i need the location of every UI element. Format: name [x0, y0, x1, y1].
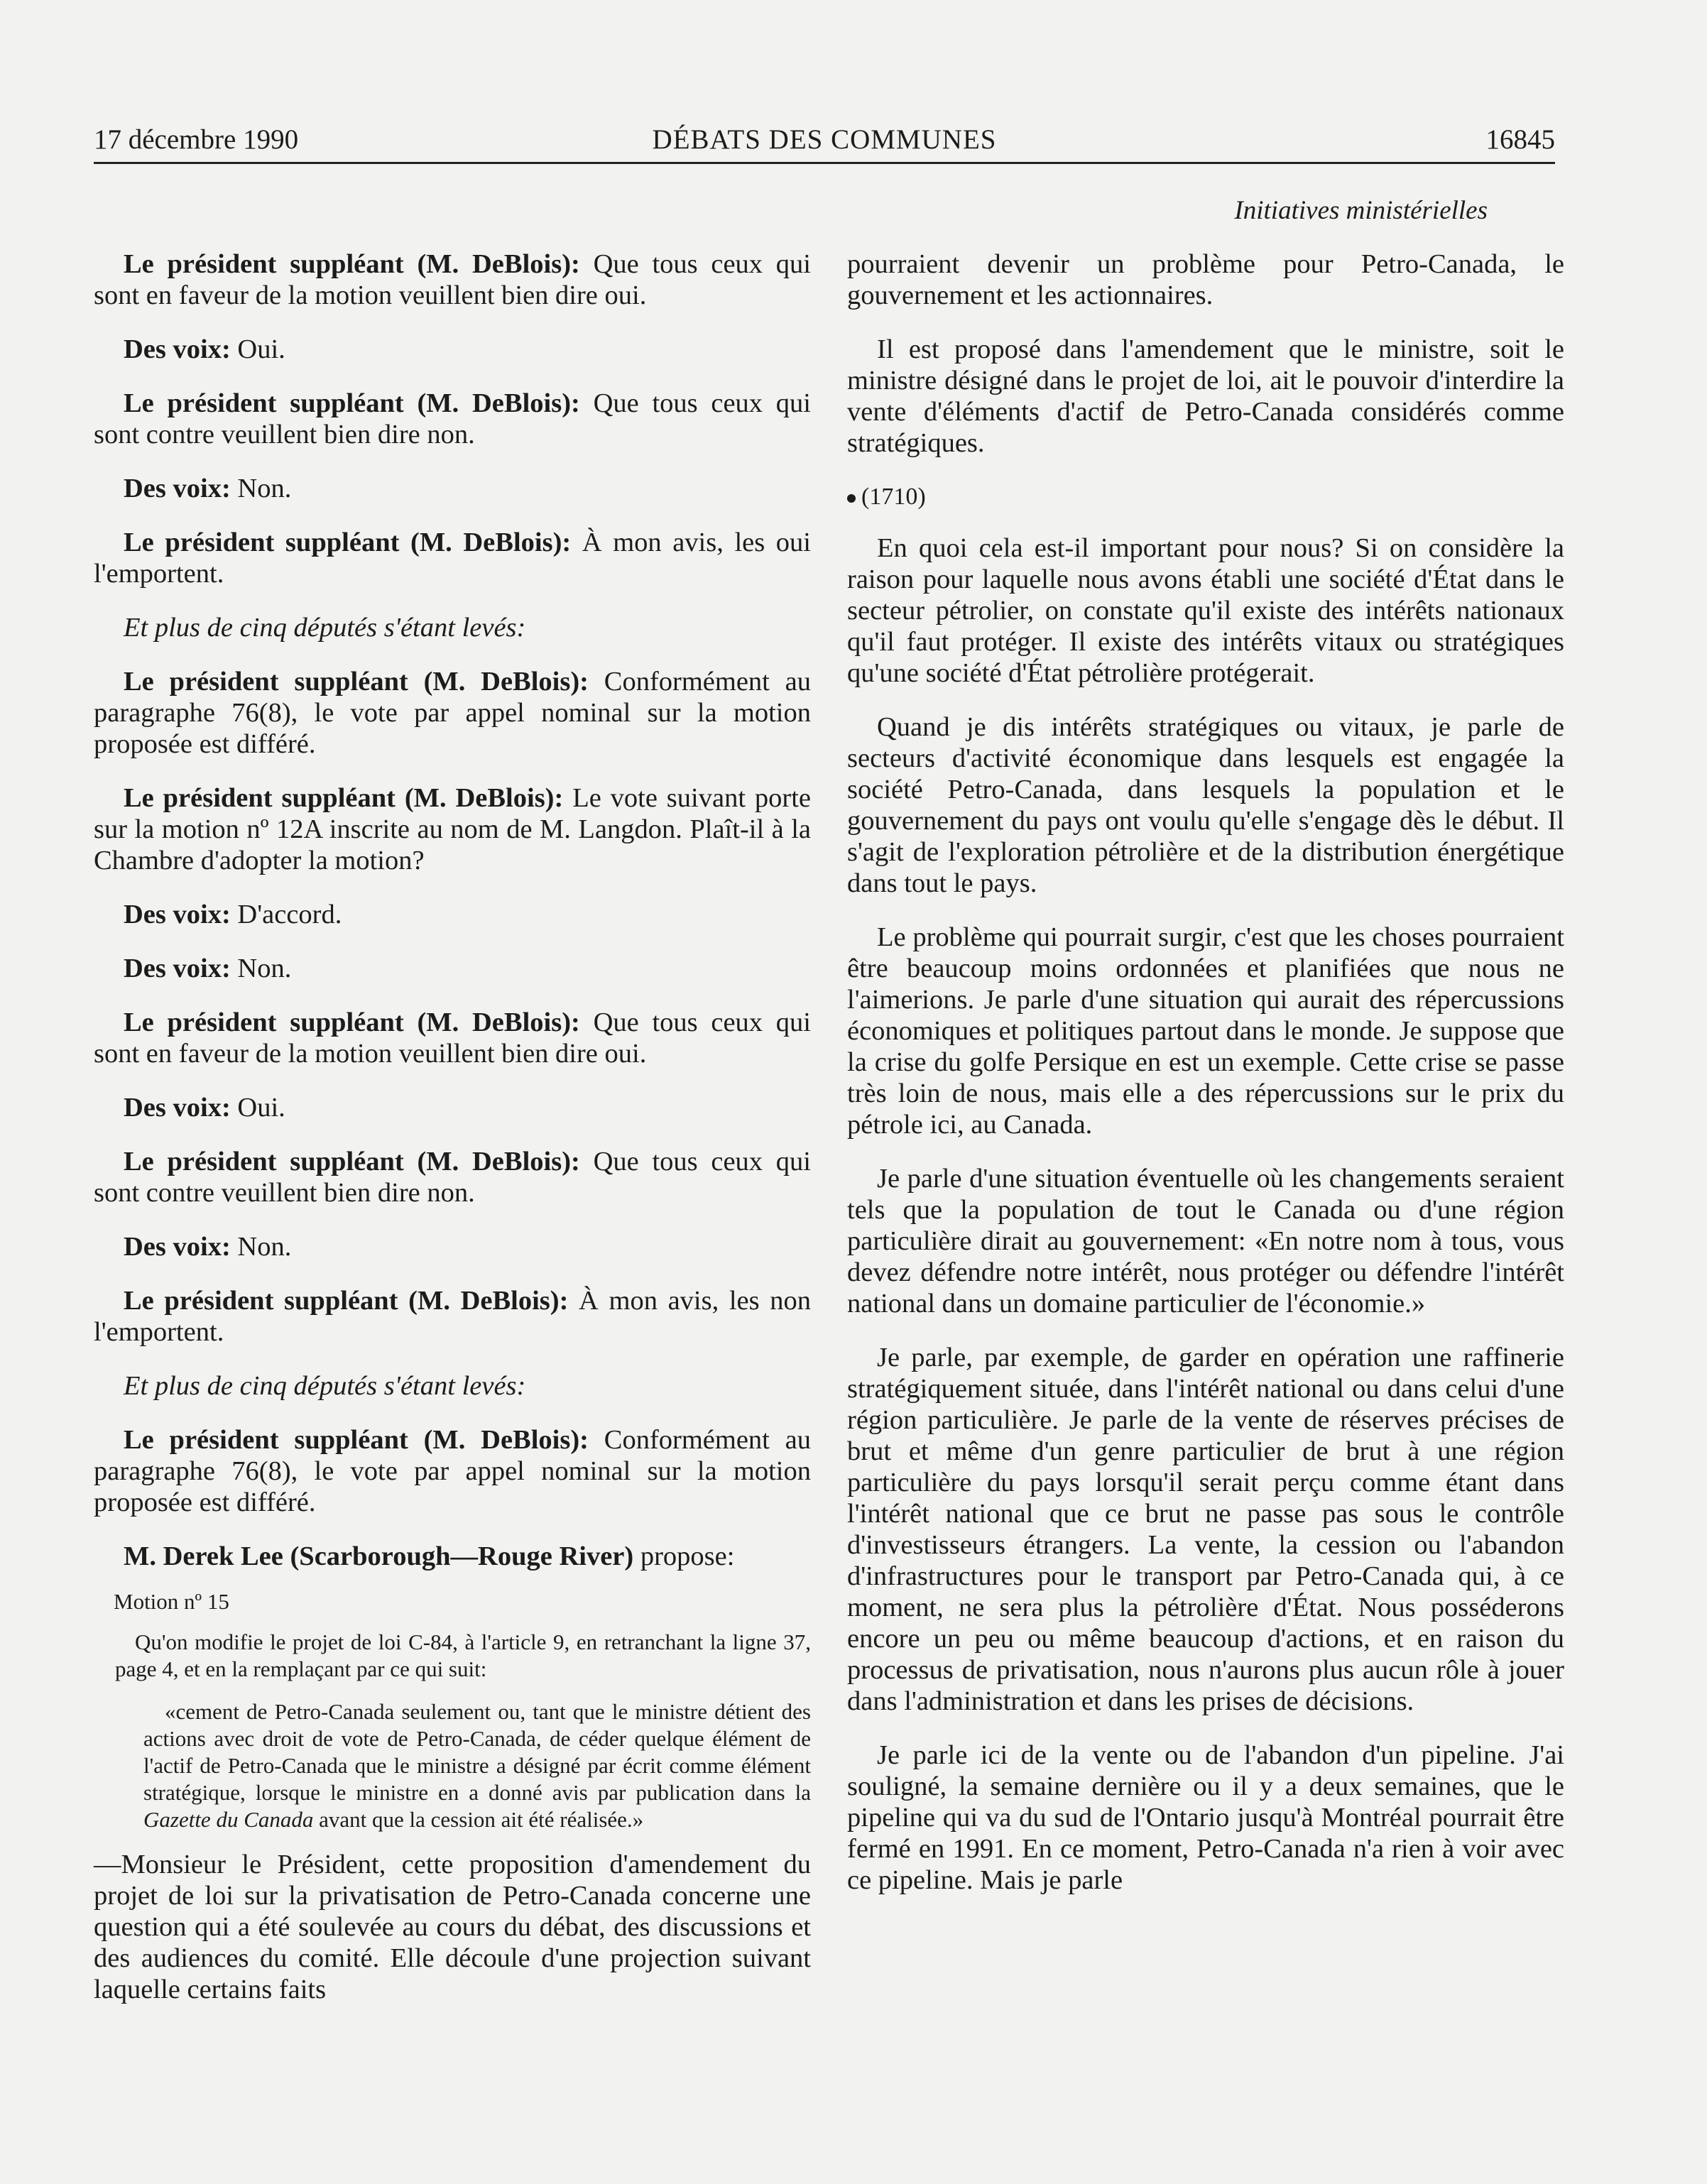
paragraph	[94, 666, 811, 760]
section-title: Initiatives ministérielles	[1234, 196, 1488, 225]
paragraph: Je parle d'une situation éventuelle où les changements seraient tels que la population de tout le Canada ou d'une région particulière dirait au gouvernement: «En notre nom à tous, vous devez défendre notre intérêt, nous protéger ou défendre l'intérêt national dans un domaine particulier de l'économie.»	[847, 1164, 1564, 1318]
quote-italic: Gazette du Canada	[143, 1807, 314, 1832]
paragraph	[94, 1231, 811, 1262]
time-marker-text: (1710)	[861, 484, 926, 510]
speaker: Le président suppléant (M. DeBlois):	[124, 783, 564, 813]
quote-text: «cement de Petro-Canada seulement ou, tant que le ministre détient des actions avec droit de vote de Petro-Canada, de céder quelque élément de l'actif de Petro-Canada que le ministre a désigné par écrit comme élément stratégique, lorsque le ministre en a donné avis par publication dans la	[143, 1699, 811, 1805]
speaker: Le président suppléant (M. DeBlois):	[124, 388, 580, 418]
speaker: Le président suppléant (M. DeBlois):	[124, 1425, 589, 1455]
stage-direction: Et plus de cinq députés s'étant levés:	[124, 613, 526, 643]
paragraph	[94, 1146, 811, 1208]
speech: D'accord.	[230, 900, 342, 929]
speech: À mon avis, les oui l'emportent.	[94, 528, 812, 589]
speaker: M. Derek Lee (Scarborough—Rouge River)	[124, 1541, 634, 1571]
paragraph: Quand je dis intérêts stratégiques ou vitaux, je parle de secteurs d'activité économique dans lesquels est engagée la société Petro-Canada, dans lesquels la population et le gouvernement du pays ont voulu qu'elle s'engage dès le début. Il s'agit de l'exploration pétrolière et de la distribution énergétique dans tout le pays.	[847, 712, 1564, 898]
motion-title: Motion nº 15	[114, 1589, 229, 1614]
paragraph	[94, 249, 811, 311]
paragraph	[94, 473, 811, 504]
speech: Que tous ceux qui sont en faveur de la motion veuillent bien dire oui.	[94, 1008, 811, 1069]
speech: Le vote suivant porte sur la motion nº 12A inscrite au nom de M. Langdon. Plaît-il à la Chambre d'adopter la motion?	[94, 783, 811, 875]
speaker: Le président suppléant (M. DeBlois):	[124, 249, 580, 279]
paragraph	[94, 899, 811, 930]
paragraph	[94, 1007, 811, 1069]
motion-text: Qu'on modifie le projet de loi C-84, à l'article 9, en retranchant la ligne 37, page 4, et en la remplaçant par ce qui suit:	[115, 1629, 811, 1681]
speaker: Des voix:	[124, 334, 231, 364]
paragraph: Je parle ici de la vente ou de l'abandon d'un pipeline. J'ai souligné, la semaine dernière ou il y a deux semaines, que le pipeline qui va du sud de l'Ontario jusqu'à Montréal pourrait être fermé en 1991. En ce moment, Petro-Canada n'a rien à voir avec ce pipeline. Mais je parle	[847, 1740, 1564, 1895]
speech: Conformément au paragraphe 76(8), le vote par appel nominal sur la motion proposée est différé.	[94, 1425, 811, 1517]
paragraph: En quoi cela est-il important pour nous? Si on considère la raison pour laquelle nous avons établi une société d'État dans le secteur pétrolier, on constate qu'il existe des intérêts nationaux qu'il faut protéger. Il existe des intérêts vitaux ou stratégiques qu'une société d'État pétrolière protégerait.	[847, 533, 1564, 688]
speaker: Des voix:	[124, 1093, 231, 1123]
speaker: Des voix:	[124, 900, 231, 929]
speech: Non.	[230, 954, 292, 983]
paragraph	[94, 782, 811, 876]
paragraph	[94, 334, 811, 365]
speech: Que tous ceux qui sont contre veuillent bien dire non.	[94, 388, 811, 449]
bullet-icon	[847, 494, 856, 503]
speech: Oui.	[230, 1093, 285, 1123]
speech: Conformément au paragraphe 76(8), le vote par appel nominal sur la motion proposée est différé.	[94, 667, 811, 759]
paragraph	[94, 1424, 811, 1518]
speaker: Des voix:	[124, 954, 231, 983]
motion-quote	[143, 1698, 811, 1833]
speaker: Des voix:	[124, 474, 231, 503]
header-page-number: 16845	[1485, 124, 1555, 155]
speaker: Des voix:	[124, 1232, 231, 1262]
speech: Non.	[230, 474, 292, 503]
speech: À mon avis, les non l'emportent.	[94, 1286, 811, 1347]
paragraph: Il est proposé dans l'amendement que le ministre, soit le ministre désigné dans le projet de loi, ait le pouvoir d'interdire la vente d'éléments d'actif de Petro-Canada considérés comme stratégiques.	[847, 334, 1564, 458]
paragraph: —Monsieur le Président, cette proposition d'amendement du projet de loi sur la privatisation de Petro-Canada concerne une question qui a été soulevée au cours du débat, des discussions et des audiences du comité. Elle découle d'une projection suivant laquelle certains faits	[94, 1850, 811, 2004]
speech: Oui.	[230, 334, 285, 364]
paragraph	[94, 1285, 811, 1348]
speech: propose:	[633, 1541, 735, 1571]
paragraph	[94, 527, 811, 589]
quote-text-end: avant que la cession ait été réalisée.»	[313, 1807, 644, 1832]
speech: Que tous ceux qui sont en faveur de la motion veuillent bien dire oui.	[94, 249, 811, 310]
paragraph: Je parle, par exemple, de garder en opération une raffinerie stratégiquement située, dans l'intérêt national ou dans celui d'une région particulière. Je parle de la vente de réserves précises de brut et même d'un genre particulier de brut à une région particulière du pays lorsqu'il serait perçu comme étant dans l'intérêt national que ce brut ne passe pas sous le contrôle d'investisseurs étrangers. La vente, la cession ou l'abandon d'infrastructures pour le transport par Petro-Canada qui, à ce moment, ne sera plus la pétrolière d'État. Nous posséderons encore un peu ou même beaucoup d'actions, et en raison du processus de privatisation, nous n'aurons plus aucun rôle à jouer dans l'administration et dans les prises de décisions.	[847, 1343, 1564, 1716]
paragraph	[94, 953, 811, 984]
right-column	[847, 249, 1564, 1918]
paragraph	[94, 1541, 811, 1572]
speaker: Le président suppléant (M. DeBlois):	[124, 1008, 580, 1037]
speaker: Le président suppléant (M. DeBlois):	[124, 667, 589, 697]
speaker: Le président suppléant (M. DeBlois):	[124, 528, 572, 557]
speech: Que tous ceux qui sont contre veuillent bien dire non.	[94, 1147, 811, 1208]
header-date: 17 décembre 1990	[94, 124, 299, 155]
speaker: Le président suppléant (M. DeBlois):	[124, 1286, 569, 1316]
left-column	[94, 249, 811, 2028]
speaker: Le président suppléant (M. DeBlois):	[124, 1147, 580, 1176]
time-marker	[847, 481, 1564, 513]
page-header	[94, 121, 1555, 164]
paragraph	[94, 388, 811, 450]
stage-direction: Et plus de cinq députés s'étant levés:	[124, 1371, 526, 1401]
speech: Non.	[230, 1232, 292, 1262]
paragraph: Le problème qui pourrait surgir, c'est que les choses pourraient être beaucoup moins ordonnées et planifiées que nous ne l'aimerions. Je parle d'une situation qui aurait des répercussions économiques et politiques partout dans le monde. Je suppose que la crise du golfe Persique en est un exemple. Cette crise se passe très loin de nous, mais elle a des répercussions sur le prix du pétrole ici, au Canada.	[847, 922, 1564, 1140]
paragraph: pourraient devenir un problème pour Petro-Canada, le gouvernement et les actionnaires.	[847, 249, 1564, 310]
header-title: DÉBATS DES COMMUNES	[652, 124, 997, 155]
paragraph	[94, 1092, 811, 1123]
